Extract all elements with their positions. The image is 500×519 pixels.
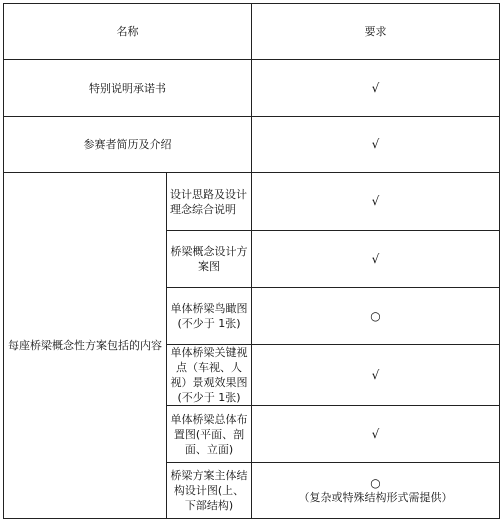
- circle-icon: ○: [370, 308, 381, 323]
- item-mark-cell: [252, 173, 500, 231]
- checkmark-icon: √: [371, 194, 380, 208]
- item-mark-cell: [252, 463, 500, 519]
- row-mark-cell: [252, 117, 500, 173]
- item-note: （复杂或特殊结构形式需提供）: [298, 491, 453, 504]
- checkmark-icon: √: [371, 251, 380, 266]
- item-name-cell: 桥梁概念设计方案图: [167, 231, 252, 288]
- item-name-cell: 单体桥梁总体布置图(平面、剖面、立面): [167, 406, 252, 463]
- table-row: [4, 60, 500, 117]
- checkmark-icon: √: [371, 426, 380, 441]
- item-name-cell: 单体桥梁关键视点（车视、人视）景观效果图(不少于 1张): [167, 345, 252, 406]
- item-name-cell: 单体桥梁鸟瞰图(不少于 1张): [167, 288, 252, 345]
- checkmark-icon: √: [371, 367, 380, 382]
- checkmark-icon: √: [371, 137, 380, 151]
- circle-icon: ○: [370, 476, 381, 490]
- requirements-table: [3, 3, 500, 519]
- table-header-row: [4, 4, 500, 60]
- item-mark-cell: [252, 231, 500, 288]
- item-mark-cell: [252, 406, 500, 463]
- header-name-cell: 名称: [4, 4, 252, 60]
- row-name-cell: 参赛者简历及介绍: [4, 117, 252, 173]
- table-row: [4, 173, 500, 231]
- item-mark-cell: [252, 288, 500, 345]
- table-row: [4, 117, 500, 173]
- header-requirement-cell: 要求: [252, 4, 500, 60]
- checkmark-icon: √: [371, 80, 380, 95]
- item-name-cell: 桥梁方案主体结构设计图(上、下部结构): [167, 463, 252, 519]
- row-name-cell: 特别说明承诺书: [4, 60, 252, 117]
- item-name-cell: 设计思路及设计理念综合说明: [167, 173, 252, 231]
- item-mark-cell: [252, 345, 500, 406]
- group-label-cell: 每座桥梁概念性方案包括的内容: [4, 173, 167, 519]
- row-mark-cell: [252, 60, 500, 117]
